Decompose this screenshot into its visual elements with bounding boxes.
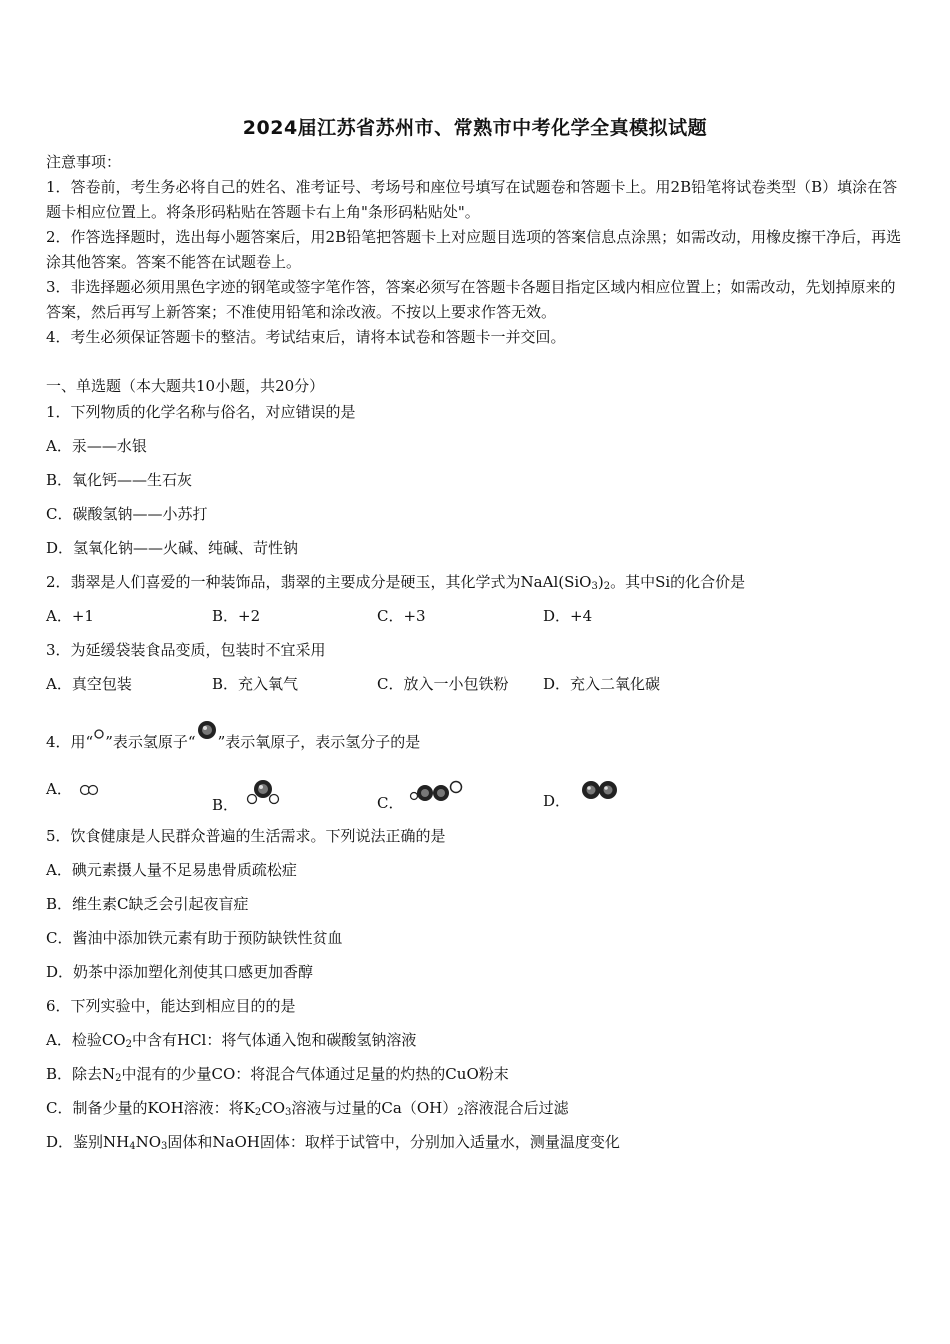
q4-option-d: D．	[543, 778, 623, 811]
q3-stem: 3．为延缓袋装食品变质，包装时不宜采用	[46, 641, 326, 659]
q6-option-a: A．检验$CO_2$中含有HCl：将气体通入饱和碳酸氢钠溶液	[46, 1031, 417, 1050]
note-item: 1．答卷前，考生务必将自己的姓名、准考证号、考场号和座位号填写在试题卷和答题卡上。用2B铅笔将试卷类型（B）填涂在答题卡相应位置上。将条形码粘贴在答题卡右上角"条形码粘贴处"。	[46, 178, 898, 221]
q2-option-c: C．+3	[377, 607, 426, 625]
page-title: 2024届江苏省苏州市、常熟市中考化学全真模拟试题	[242, 117, 708, 139]
q2-option-a: A．+1	[46, 607, 94, 625]
note-item: 2．作答选择题时，选出每小题答案后，用2B铅笔把答题卡上对应题目选项的答案信息点涂黑；如需改动，用橡皮擦干净后，再选涂其他答案。答案不能答在试题卷上。	[46, 228, 902, 271]
q4-stem: 4．用“ ”表示氢原子“ ”表示氧原子，表示氢分子的是	[46, 719, 420, 752]
q5-option-a: A．碘元素摄人量不足易患骨质疏松症	[46, 861, 297, 879]
q1-option-a: A．汞——水银	[46, 437, 147, 455]
q5-option-d: D．奶茶中添加塑化剂使其口感更加香醇	[46, 963, 314, 981]
q4-option-c: C．	[377, 778, 470, 813]
q2-option-b: B．+2	[212, 607, 261, 625]
q6-stem: 6．下列实验中，能达到相应目的的是	[46, 997, 296, 1015]
q1-option-d: D．氢氧化钠——火碱、纯碱、苛性钠	[46, 539, 299, 557]
q3-option-d: D．充入二氧化碳	[543, 675, 661, 693]
q5-option-b: B．维生素C缺乏会引起夜盲症	[46, 895, 249, 913]
q2-option-d: D．+4	[543, 607, 593, 625]
q4-option-b: B．	[212, 778, 283, 815]
carbon-dioxide-like-molecule-icon	[408, 778, 470, 806]
water-molecule-icon	[243, 778, 283, 808]
q3-option-b: B．充入氧气	[212, 675, 299, 693]
notes-heading: 注意事项：	[46, 153, 122, 171]
oxygen-molecule-icon	[575, 778, 623, 804]
q5-option-c: C．酱油中添加铁元素有助于预防缺铁性贫血	[46, 929, 343, 947]
notes-section	[46, 150, 906, 350]
q1-option-c: C．碳酸氢钠——小苏打	[46, 505, 208, 523]
q2-stem: 2．翡翠是人们喜爱的一种装饰品，翡翠的主要成分是硬玉，其化学式为$NaAl(SiO_3)_2$。其中Si的化合价是	[46, 573, 746, 592]
q6-option-c: C．制备少量的KOH溶液：将$K_2CO_3$溶液与过量的$Ca(OH)_2$溶液混合后过滤	[46, 1099, 569, 1118]
q4-option-a: A．	[46, 778, 103, 799]
q1-option-b: B．氧化钙——生石灰	[46, 471, 193, 489]
q3-option-a: A．真空包装	[46, 675, 132, 693]
oxygen-atom-icon	[196, 719, 218, 741]
q1-stem: 1．下列物质的化学名称与俗名，对应错误的是	[46, 403, 356, 421]
q3-option-c: C．放入一小包铁粉	[377, 675, 509, 693]
two-hydrogen-atoms-icon	[77, 782, 103, 798]
q6-option-b: B．除去$N_2$中混有的少量CO：将混合气体通过足量的灼热的CuO粉末	[46, 1065, 509, 1084]
q5-stem: 5．饮食健康是人民群众普遍的生活需求。下列说法正确的是	[46, 827, 446, 845]
section-heading: 一、单选题（本大题共10小题，共20分）	[46, 377, 325, 395]
note-item: 3．非选择题必须用黑色字迹的钢笔或签字笔作答，答案必须写在答题卡各题目指定区域内相应位置上；如需改动，先划掉原来的答案，然后再写上新答案；不准使用铅笔和涂改液。不按以上要求作答无效。	[46, 278, 896, 321]
hydrogen-atom-icon	[93, 727, 105, 741]
note-item: 4．考生必须保证答题卡的整洁。考试结束后，请将本试卷和答题卡一并交回。	[46, 328, 566, 346]
q6-option-d: D．鉴别$NH_4NO_3$固体和NaOH固体：取样于试管中，分别加入适量水，测量温度变化	[46, 1133, 620, 1152]
